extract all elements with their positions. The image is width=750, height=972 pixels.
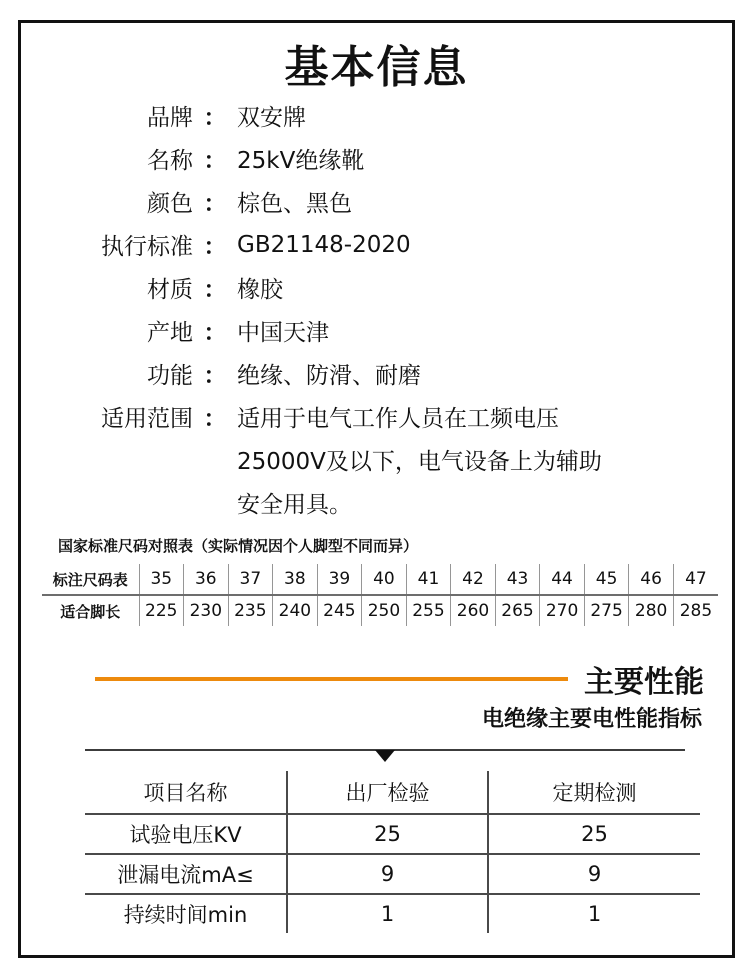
length-cell: 285 [673,595,718,626]
info-row [21,395,732,438]
size-chart-note: 国家标准尺码对照表（实际情况因个人脚型不同而异） [58,537,419,555]
size-cell: 42 [451,564,496,595]
length-cell: 245 [317,595,362,626]
page-title: 基本信息 [284,42,469,93]
info-label: 产地 [147,320,193,346]
table-cell: 1 [287,894,488,933]
info-value: 橡胶 [237,277,283,303]
info-colon: ： [203,234,227,260]
info-label: 名称 [147,148,193,174]
info-row-continuation [21,481,732,524]
info-label: 功能 [147,363,193,389]
info-row [21,137,732,180]
size-cell: 40 [362,564,407,595]
length-cell: 275 [584,595,629,626]
table-cell: 9 [488,854,700,894]
length-cell: 225 [139,595,184,626]
down-triangle-icon [375,750,395,762]
size-cell: 36 [184,564,229,595]
table-row [85,854,700,894]
length-cell: 265 [495,595,540,626]
info-label: 执行标准 [101,234,193,260]
info-value: 双安牌 [237,105,306,131]
divider-line [85,749,685,751]
orange-rule [95,677,568,681]
info-colon: ： [203,406,227,432]
info-value: 安全用具。 [237,492,352,518]
info-label: 适用范围 [101,406,193,432]
table-header-cell: 定期检测 [488,771,700,814]
size-chart-table [42,564,718,626]
info-value: 棕色、黑色 [237,191,352,217]
length-cell: 280 [629,595,674,626]
section-title: 主要性能 [584,665,704,700]
length-cell: 235 [228,595,273,626]
info-row [21,266,732,309]
info-row [21,180,732,223]
size-cell: 38 [273,564,318,595]
info-label: 材质 [147,277,193,303]
table-cell: 1 [488,894,700,933]
info-value: 25kV绝缘靴 [237,148,365,174]
table-cell: 9 [287,854,488,894]
size-cell: 47 [673,564,718,595]
size-cell: 35 [139,564,184,595]
info-value: 绝缘、防滑、耐磨 [237,363,421,389]
info-row [21,352,732,395]
info-value: 25000V及以下，电气设备上为辅助 [237,449,602,475]
info-row [21,94,732,137]
info-row [21,223,732,266]
section-header [95,662,704,700]
size-cell: 39 [317,564,362,595]
size-cell: 44 [540,564,585,595]
table-header-cell: 项目名称 [85,771,287,814]
size-cell: 46 [629,564,674,595]
info-value: 中国天津 [237,320,329,346]
table-cell: 25 [488,814,700,854]
size-cell: 41 [406,564,451,595]
size-row [42,564,718,595]
length-cell: 250 [362,595,407,626]
table-header-row [85,771,700,814]
info-label: 品牌 [147,105,193,131]
page-frame [18,20,735,958]
size-cell: 43 [495,564,540,595]
table-cell: 试验电压KV [85,814,287,854]
length-cell: 255 [406,595,451,626]
length-row-label: 适合脚长 [60,602,121,621]
performance-table [85,771,700,933]
info-colon: ： [203,277,227,303]
info-colon: ： [203,148,227,174]
info-value: GB21148-2020 [237,231,411,258]
info-row [21,309,732,352]
length-cell: 240 [273,595,318,626]
basic-info-list [21,94,732,524]
table-cell: 25 [287,814,488,854]
size-row-label: 标注尺码表 [42,564,139,595]
size-cell: 45 [584,564,629,595]
info-colon: ： [203,363,227,389]
length-cell: 230 [184,595,229,626]
table-cell: 泄漏电流mA≤ [85,854,287,894]
info-label: 颜色 [147,191,193,217]
foot-length-row [42,595,718,626]
table-row [85,814,700,854]
info-row-continuation [21,438,732,481]
length-cell: 260 [451,595,496,626]
info-colon: ： [203,320,227,346]
info-value: 适用于电气工作人员在工频电压 [237,406,559,432]
length-cell: 270 [540,595,585,626]
size-cell: 37 [228,564,273,595]
info-colon: ： [203,105,227,131]
table-header-cell: 出厂检验 [287,771,488,814]
table-cell: 持续时间min [123,903,248,927]
table-row [85,894,700,933]
info-colon: ： [203,191,227,217]
section-subtitle: 电绝缘主要电性能指标 [481,707,702,732]
